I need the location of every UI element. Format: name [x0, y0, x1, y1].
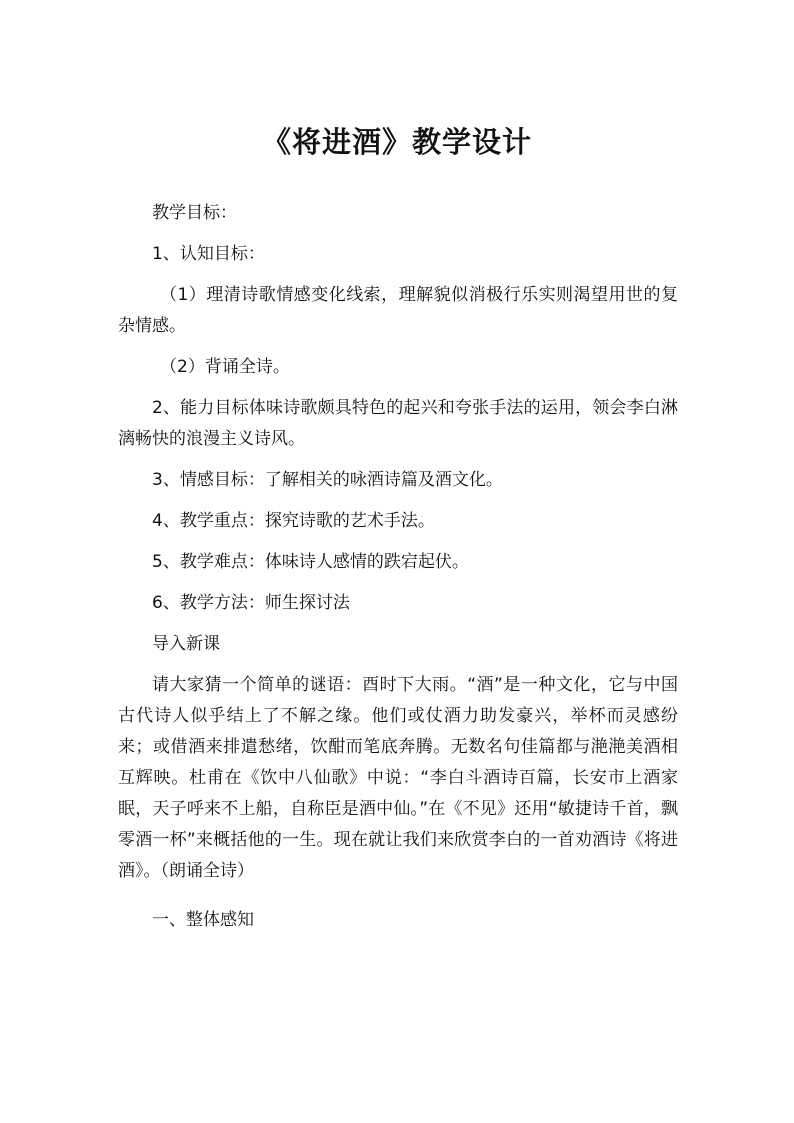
paragraph-ability-goal: 2、能力目标体味诗歌颇具特色的起兴和夸张手法的运用，领会李白淋漓畅快的浪漫主义诗风。: [118, 398, 678, 449]
paragraph-goal-item-2: （2）背诵全诗。: [160, 357, 290, 377]
paragraph-teaching-difficulty: 5、教学难点：体味诗人感情的跌宕起伏。: [152, 552, 469, 572]
paragraph-teaching-focus: 4、教学重点：探究诗歌的艺术手法。: [152, 511, 435, 531]
paragraph-teaching-method: 6、教学方法：师生探讨法: [152, 593, 350, 613]
paragraph-lead-in-text: 请大家猜一个简单的谜语：酉时下大雨。“酒”是一种文化，它与中国古代诗人似乎结上了不解之缘。他们或仗酒力助发豪兴，举杯而灵感纷来；或借酒来排遣愁绪，饮酣而笔底奔腾。无数名句佳篇都与滟滟美酒相互辉映。杜甫在《饮中八仙歌》中说：“李白斗酒诗百篇，长安市上酒家眠，天子呼来不上船，自称臣是酒中仙。”在《不见》还用“敏捷诗千首，飘零酒一杯”来概括他的一生。现在就让我们来欣赏李白的一首劝酒诗《将进酒》。（朗诵全诗）: [118, 675, 678, 881]
paragraph-teaching-goals: 教学目标：: [152, 203, 237, 223]
paragraph-lead-in-heading: 导入新课: [152, 634, 220, 654]
paragraph-goal-item-1: （1）理清诗歌情感变化线索，理解貌似消极行乐实则渴望用世的复杂情感。: [118, 285, 678, 336]
document-title: 《将进酒》教学设计: [261, 125, 532, 159]
paragraph-emotion-goal: 3、情感目标：了解相关的咏酒诗篇及酒文化。: [152, 470, 503, 490]
paragraph-cognitive-goal: 1、认知目标：: [152, 244, 265, 264]
document-body: [118, 198, 678, 936]
section-heading-overall-perception: 一、整体感知: [152, 910, 254, 930]
